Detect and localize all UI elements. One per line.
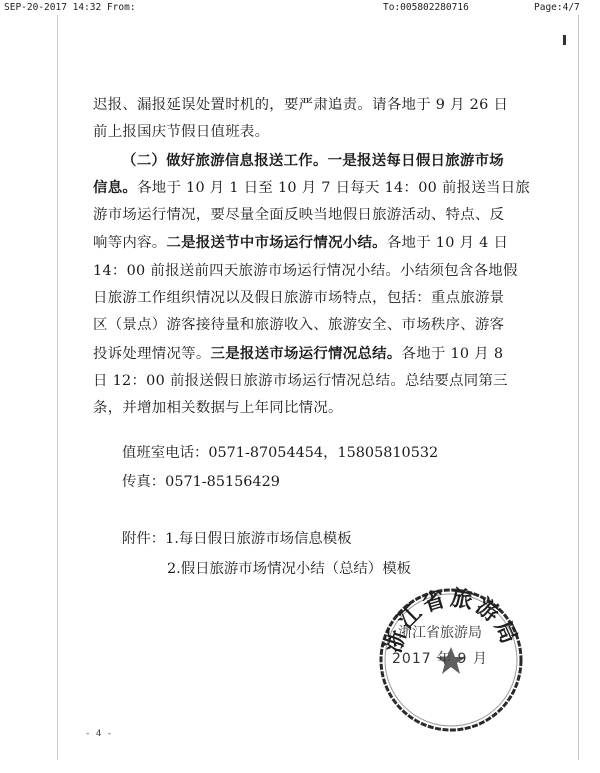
body-line: 日 12：00 前报送假日旅游市场运行情况总结。总结要点同第三: [93, 372, 508, 389]
scan-edge-mark: [563, 35, 566, 45]
body-line: 14：00 前报送前四天旅游市场运行情况小结。小结须包含各地假: [93, 262, 518, 279]
fax-number: 传真：0571-85156429: [122, 474, 280, 490]
body-text-span: 各地于 10 月 8: [401, 345, 504, 362]
signature-org: 浙江省旅游局: [398, 625, 482, 641]
section-heading: （二）做好旅游信息报送工作。一是报送每日假日旅游市场: [122, 151, 504, 169]
seal-ring-text: 浙江省旅游局: [381, 585, 523, 656]
body-line: 条，并增加相关数据与上年同比情况。: [93, 400, 343, 417]
attachment-item-2: 2.假日旅游市场情况小结（总结）模板: [167, 561, 411, 577]
body-text-span: 投诉处理情况等。: [93, 345, 211, 362]
body-text-span: 各地于 10 月 4 日: [386, 235, 509, 252]
page-number: - 4 -: [85, 729, 113, 739]
signature-date: 2017 年 9 月: [392, 651, 488, 667]
svg-text:浙江省旅游局: [380, 585, 522, 656]
attachment-item-1: 附件：1.每日假日旅游市场信息模板: [122, 531, 352, 547]
duty-phone: 值班室电话：0571-87054454，15805810532: [122, 445, 439, 461]
body-line: [93, 174, 531, 202]
body-line: 日旅游工作组织情况以及假日旅游市场特点，包括：重点旅游景: [93, 290, 505, 307]
body-line: 前上报国庆节假日值班表。: [93, 124, 270, 141]
body-line: 区（景点）游客接待量和旅游收入、旅游安全、市场秩序、游客: [93, 317, 505, 334]
fax-timestamp-from: SEP-20-2017 14:32 From:: [4, 2, 136, 13]
emphasis-text: 三是报送市场运行情况总结。: [210, 344, 402, 362]
body-text-span: 响等内容。: [93, 235, 167, 252]
body-line: 迟报、漏报延误处置时机的，要严肃追责。请各地于 9 月 26 日: [93, 97, 509, 113]
fax-to-number: To:005802280716: [383, 2, 469, 13]
fax-page-count: Page:4/7: [534, 2, 580, 13]
fax-header: [0, 0, 600, 16]
body-line: [93, 340, 523, 368]
emphasis-text: 二是报送节中市场运行情况小结。: [166, 234, 387, 252]
body-text-span: 各地于 10 月 1 日至 10 月 7 日每天 14：00 前报送当日旅: [137, 179, 531, 196]
body-line: 游市场运行情况，要尽量全面反映当地假日旅游活动、特点、反: [93, 207, 505, 224]
document-body: [93, 92, 531, 423]
section-subheading: 信息。: [93, 178, 138, 196]
body-line: [93, 229, 523, 257]
